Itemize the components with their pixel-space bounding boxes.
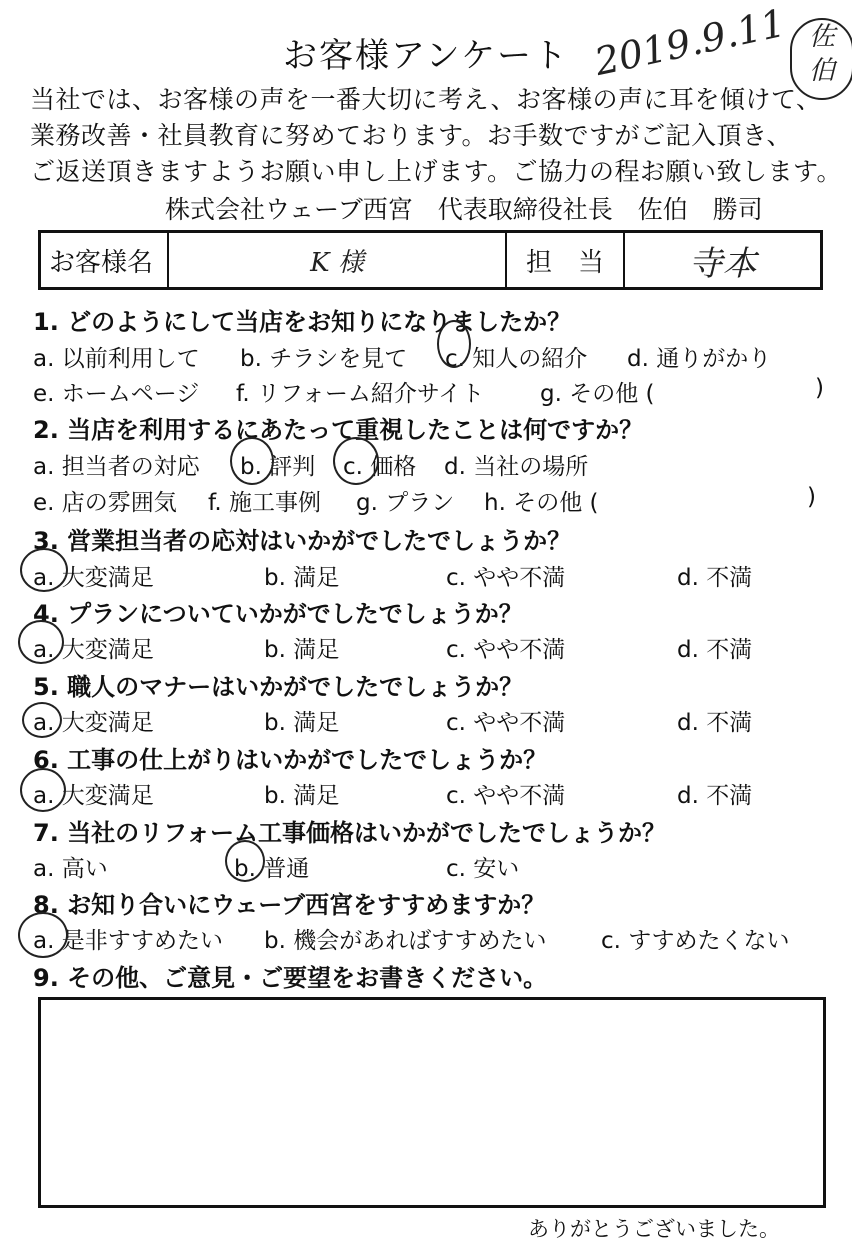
company-signoff: 株式会社ウェーブ西宮 代表取締役社長 佐伯 勝司 — [165, 195, 763, 224]
question-3: 3. 営業担当者の応対はいかがでしたでしょうか？ — [33, 527, 572, 555]
q6-option-d[interactable]: d. 不満 — [677, 783, 753, 809]
page-title: お客様アンケート — [283, 36, 569, 76]
q2-option-c[interactable]: c. 価格 — [343, 454, 417, 480]
answer-circle-q5-a — [22, 702, 62, 738]
question-4: 4. プランについていかがでしたでしょうか？ — [33, 600, 523, 628]
customer-name-field[interactable]: K 様 — [168, 232, 506, 289]
q5-option-d[interactable]: d. 不満 — [677, 710, 753, 736]
q1-option-e[interactable]: e. ホームページ — [33, 381, 200, 407]
q3-option-d[interactable]: d. 不満 — [677, 565, 753, 591]
handwritten-date: 2019.9.11 — [590, 0, 790, 85]
q7-option-a[interactable]: a. 高い — [33, 856, 108, 882]
staff-name-field[interactable]: 寺本 — [624, 232, 822, 289]
q1-option-g[interactable]: g. その他 ( — [540, 381, 655, 407]
answer-circle-q8-a — [18, 912, 68, 958]
q5-option-c[interactable]: c. やや不満 — [446, 710, 566, 736]
q4-option-d[interactable]: d. 不満 — [677, 637, 753, 663]
q4-option-a[interactable]: a. 大変満足 — [33, 637, 154, 663]
customer-name-label: お客様名 — [40, 232, 169, 289]
q7-option-c[interactable]: c. 安い — [446, 856, 520, 882]
q3-option-a[interactable]: a. 大変満足 — [33, 565, 154, 591]
q1-option-f[interactable]: f. リフォーム紹介サイト — [236, 381, 485, 407]
q8-option-c[interactable]: c. すすめたくない — [601, 928, 790, 954]
question-9: 9. その他、ご意見・ご要望をお書きください。 — [33, 964, 548, 992]
q5-option-b[interactable]: b. 満足 — [264, 710, 340, 736]
q1-option-a[interactable]: a. 以前利用して — [33, 346, 200, 372]
q2-option-h[interactable]: h. その他 ( — [484, 490, 599, 516]
q6-option-c[interactable]: c. やや不満 — [446, 783, 566, 809]
question-5: 5. 職人のマナーはいかがでしたでしょうか？ — [33, 673, 524, 701]
seal-char-2: 伯 — [808, 56, 835, 86]
q3-option-c[interactable]: c. やや不満 — [446, 565, 566, 591]
q2-paren-close: ) — [807, 484, 816, 510]
intro-line-1: 当社では、お客様の声を一番大切に考え、お客様の声に耳を傾けて、 — [30, 85, 822, 114]
staff-label: 担 当 — [506, 232, 624, 289]
q4-option-b[interactable]: b. 満足 — [264, 637, 340, 663]
thanks-message: ありがとうございました。 — [528, 1217, 780, 1241]
answer-circle-q2-b — [230, 437, 274, 485]
comments-box[interactable] — [38, 997, 826, 1208]
q6-option-b[interactable]: b. 満足 — [264, 783, 340, 809]
q7-option-b[interactable]: b. 普通 — [234, 856, 310, 882]
question-8: 8. お知り合いにウェーブ西宮をすすめますか？ — [33, 891, 546, 919]
q1-option-c[interactable]: c. 知人の紹介 — [445, 346, 588, 372]
answer-circle-q4-a — [18, 620, 64, 664]
q1-option-d[interactable]: d. 通りがかり — [627, 346, 772, 372]
q5-option-a[interactable]: a. 大変満足 — [33, 710, 154, 736]
q2-option-g[interactable]: g. プラン — [356, 490, 455, 516]
q1-option-b[interactable]: b. チラシを見て — [240, 346, 408, 372]
q2-option-a[interactable]: a. 担当者の対応 — [33, 454, 200, 480]
answer-circle-q2-c — [333, 437, 379, 485]
q8-option-a[interactable]: a. 是非すすめたい — [33, 928, 223, 954]
question-2: 2. 当店を利用するにあたって重視したことは何ですか？ — [33, 416, 644, 444]
q8-option-b[interactable]: b. 機会があればすすめたい — [264, 928, 547, 954]
seal-char-1: 佐 — [808, 22, 835, 52]
intro-line-2: 業務改善・社員教育に努めております。お手数ですがご記入頂き、 — [30, 121, 793, 150]
intro-line-3: ご返送頂きますようお願い申し上げます。ご協力の程お願い致します。 — [30, 157, 843, 186]
q1-paren-close: ) — [815, 375, 824, 401]
q4-option-c[interactable]: c. やや不満 — [446, 637, 566, 663]
question-6: 6. 工事の仕上がりはいかがでしたでしょうか？ — [33, 746, 548, 774]
answer-circle-q7-b — [225, 840, 265, 882]
q2-option-b[interactable]: b. 評判 — [240, 454, 316, 480]
question-1: 1. どのようにして当店をお知りになりましたか？ — [33, 308, 572, 336]
answer-circle-q6-a — [20, 768, 66, 812]
q3-option-b[interactable]: b. 満足 — [264, 565, 340, 591]
q6-option-a[interactable]: a. 大変満足 — [33, 783, 154, 809]
question-7: 7. 当社のリフォーム工事価格はいかがでしたでしょうか？ — [33, 819, 666, 847]
q2-option-f[interactable]: f. 施工事例 — [208, 490, 322, 516]
q2-option-d[interactable]: d. 当社の場所 — [444, 454, 589, 480]
answer-circle-q1-c — [437, 320, 471, 368]
customer-info-table — [38, 230, 823, 290]
q2-option-e[interactable]: e. 店の雰囲気 — [33, 490, 177, 516]
answer-circle-q3-a — [20, 548, 68, 592]
